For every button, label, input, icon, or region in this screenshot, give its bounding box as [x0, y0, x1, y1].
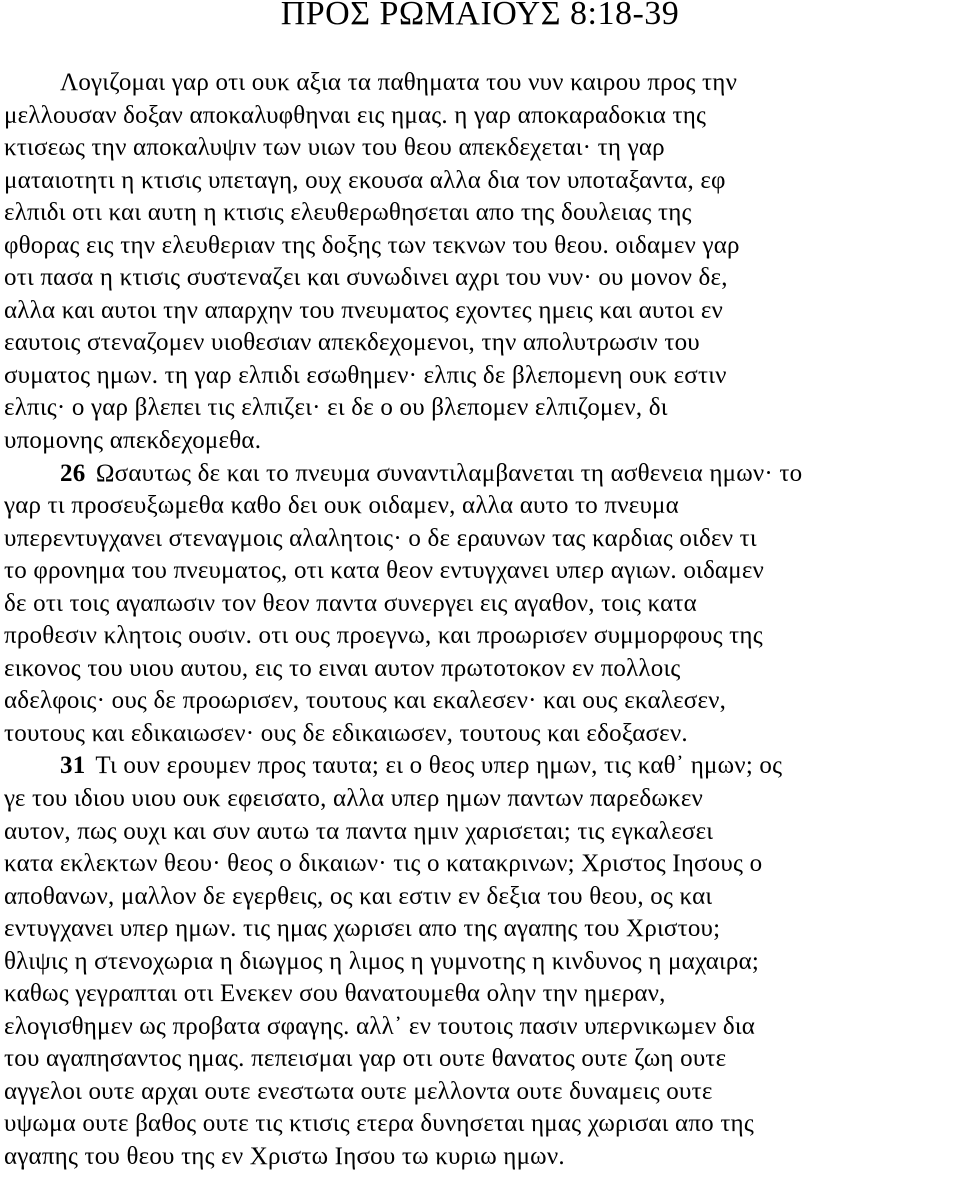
text-line: θλιψις η στενοχωρια η διωγμος η λιμος η γυμνοτης η κινδυνος η μαχαιρα;: [4, 947, 760, 975]
text-line: καθως γεγραπται οτι Ενεκεν σου θανατουμεθα ολην την ημεραν,: [4, 980, 666, 1008]
text-line: τουτους και εδικαιωσεν· ους δε εδικαιωσεν, τουτους και εδοξασεν.: [4, 719, 688, 747]
text-line: ελπις· ο γαρ βλεπει τις ελπιζει· ει δε ο ου βλεπομεν ελπιζομεν, δι: [4, 394, 668, 422]
text-line: [60, 750, 782, 782]
text-line: αποθανων, μαλλον δε εγερθεις, ος και εστιν εν δεξια του θεου, ος και: [4, 882, 713, 910]
text-line: υπομονης απεκδεχομεθα.: [4, 427, 262, 454]
text-line: εαυτοις στεναζομεν υιοθεσιαν απεκδεχομενοι, την απολυτρωσιν του: [4, 329, 700, 357]
text-line: γαρ τι προσευξωμεθα καθο δει ουκ οιδαμεν, αλλα αυτο το πνευμα: [4, 492, 679, 520]
text-line: μελλουσαν δοξαν αποκαλυφθηναι εις ημας. η γαρ αποκαραδοκια της: [4, 101, 707, 129]
text-line: αγγελοι ουτε αρχαι ουτε ενεστωτα ουτε μελλοντα ουτε δυναμεις ουτε: [4, 1077, 713, 1105]
text-line: Λογιζομαι γαρ οτι ουκ αξια τα παθηματα του νυν καιρου προς την: [60, 69, 738, 96]
text-line: ελπιδι οτι και αυτη η κτισις ελευθερωθησεται απο της δουλειας της: [4, 199, 692, 227]
text-line: ματαιοτητι η κτισις υπεταγη, ουχ εκουσα αλλα δια τον υποταξαντα, εφ: [4, 166, 726, 194]
verse-number: 26: [60, 459, 86, 487]
text-line: κτισεως την αποκαλυψιν των υιων του θεου απεκδεχεται· τη γαρ: [4, 134, 665, 162]
text-line: οτι πασα η κτισις συστεναζει και συνωδινει αχρι του νυν· ου μονον δε,: [4, 264, 728, 292]
text-line: αυτον, πως ουχι και συν αυτω τα παντα ημιν χαρισεται; τις εγκαλεσει: [4, 817, 714, 845]
text-line: [60, 458, 802, 490]
text-line: το φρονημα του πνευματος, οτι κατα θεον εντυγχανει υπερ αγιων. οιδαμεν: [4, 557, 765, 585]
text-line: συματος ημων. τη γαρ ελπιδι εσωθημεν· ελπις δε βλεπομενη ουκ εστιν: [4, 361, 727, 389]
text-line: αλλα και αυτοι την απαρχην του πνευματος εχοντες ημεις και αυτοι εν: [4, 296, 724, 324]
text-line: προθεσιν κλητοις ουσιν. οτι ους προεγνω, και προωρισεν συμμορφους της: [4, 622, 763, 650]
verse-number: 31: [60, 752, 86, 780]
text-line: του αγαπησαντος ημας. πεπεισμαι γαρ οτι ουτε θανατος ουτε ζωη ουτε: [4, 1045, 727, 1073]
page-title: ΠΡΟΣ ΡΩΜΑΙΟΥΣ 8:18-39: [280, 0, 680, 32]
text-line: αδελφοις· ους δε προωρισεν, τουτους και εκαλεσεν· και ους εκαλεσεν,: [4, 687, 727, 715]
text-line: δε οτι τοις αγαπωσιν τον θεον παντα συνεργει εις αγαθον, τοις κατα: [4, 589, 697, 617]
text-line: εικονος του υιου αυτου, εις το ειναι αυτον πρωτοτοκον εν πολλοις: [4, 654, 681, 682]
text-line: ελογισθημεν ως προβατα σφαγης. αλλ᾽ εν τουτοις πασιν υπερνικωμεν δια: [4, 1012, 756, 1040]
text-line: κατα εκλεκτων θεου· θεος ο δικαιων· τις ο κατακρινων; Χριστος Ιησους ο: [4, 850, 763, 878]
text-line-content: Τι ουν ερουμεν προς ταυτα; ει ο θεος υπερ ημων, τις καθ᾽ ημων; ος: [95, 752, 783, 780]
text-line: υπερεντυγχανει στεναγμοις αλαλητοις· ο δε εραυνων τας καρδιας οιδεν τι: [4, 524, 757, 552]
text-line: υψωμα ουτε βαθος ουτε τις κτισις ετερα δυνησεται ημας χωρισαι απο της: [4, 1110, 754, 1138]
text-line: αγαπης του θεου της εν Χριστω Ιησου τω κυριω ημων.: [4, 1143, 565, 1170]
text-line: γε του ιδιου υιου ουκ εφεισατο, αλλα υπερ ημων παντων παρεδωκεν: [4, 785, 704, 812]
text-line: εντυγχανει υπερ ημων. τις ημας χωρισει απο της αγαπης του Χριστου;: [4, 915, 721, 943]
text-line: φθορας εις την ελευθεριαν της δοξης των τεκνων του θεου. οιδαμεν γαρ: [4, 231, 740, 259]
text-line-content: Ωσαυτως δε και το πνευμα συναντιλαμβανεται τη ασθενεια ημων· το: [95, 459, 803, 487]
